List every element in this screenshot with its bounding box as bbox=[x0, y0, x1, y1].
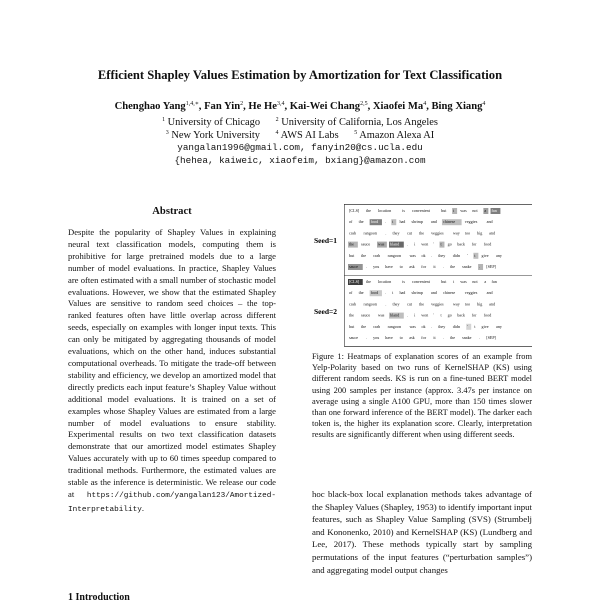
token-text: way bbox=[452, 230, 460, 236]
token-text: rangoon bbox=[387, 323, 402, 329]
token-text: too bbox=[465, 230, 471, 236]
affiliation-name: New York University bbox=[168, 130, 260, 141]
token-text: you bbox=[373, 264, 380, 269]
token-text: veggies bbox=[431, 230, 444, 236]
token-text: a bbox=[484, 279, 487, 284]
token-text: veggies bbox=[464, 290, 478, 296]
token-text: . bbox=[365, 264, 367, 269]
token-text: the bbox=[450, 264, 456, 269]
token-text: food bbox=[483, 312, 492, 318]
token-text: bland bbox=[390, 241, 400, 247]
token-text: the bbox=[365, 208, 371, 213]
token-text: any bbox=[496, 323, 502, 329]
abstract-text bbox=[68, 227, 276, 517]
token-text: ' bbox=[467, 252, 468, 258]
email-line-2: {hehea, kaiweic, xiaofeim, bxiang}@amazon.com bbox=[174, 155, 426, 166]
author-name: He He bbox=[248, 101, 277, 112]
token-text: . bbox=[442, 335, 444, 340]
token-text: the bbox=[450, 335, 456, 340]
token-text: for bbox=[421, 335, 427, 340]
author-affiliation-marker: 2 bbox=[240, 101, 244, 107]
token-text: t bbox=[474, 252, 476, 258]
token-text: ok bbox=[421, 252, 426, 258]
token-text: big bbox=[477, 230, 483, 236]
token-text: didn bbox=[452, 323, 461, 329]
token-text: not bbox=[472, 279, 478, 284]
token-text: i bbox=[392, 219, 394, 225]
paper-title: Efficient Shapley Values Estimation by Amortization for Text Classification bbox=[97, 68, 503, 82]
token-text: . bbox=[479, 264, 481, 269]
token-text: to bbox=[399, 335, 403, 340]
token-text: i bbox=[453, 279, 455, 284]
token-text: was bbox=[460, 208, 467, 213]
author-affiliation-marker: 4 bbox=[482, 101, 486, 107]
token-text: for bbox=[471, 241, 477, 247]
token-text: crab bbox=[349, 230, 357, 236]
token-text: ' bbox=[433, 241, 435, 247]
token-text: . bbox=[385, 219, 387, 225]
token-text: . bbox=[431, 323, 433, 329]
token-text: sauce bbox=[361, 241, 371, 247]
token-text: and bbox=[430, 219, 437, 225]
token-text: they bbox=[438, 252, 446, 258]
token-text: won bbox=[421, 312, 429, 318]
token-text: and bbox=[430, 290, 437, 296]
author-name: Xiaofei Ma bbox=[372, 101, 424, 112]
token-text: is bbox=[402, 279, 406, 284]
token-text: t bbox=[440, 241, 442, 247]
author-affiliation-marker: 3,4 bbox=[276, 101, 285, 107]
token-text: cut bbox=[407, 301, 413, 307]
code-url-link[interactable]: https://github.com/yangalan123/Amortized-Interpretability bbox=[68, 491, 276, 514]
token-text: t bbox=[474, 323, 476, 329]
token-text: a bbox=[484, 208, 487, 213]
token-text: cut bbox=[407, 230, 413, 236]
token-text: rangoon bbox=[363, 230, 377, 236]
token-text: convenient bbox=[411, 208, 430, 213]
token-text: . bbox=[431, 252, 433, 258]
token-text: [SEP] bbox=[486, 335, 497, 340]
token-text: sauce bbox=[349, 264, 359, 269]
token-text: i bbox=[414, 241, 416, 247]
token-text: it bbox=[433, 335, 436, 340]
token-text: won bbox=[421, 241, 429, 247]
token-text: was bbox=[378, 312, 385, 318]
token-text: sauce bbox=[349, 335, 359, 340]
token-text: . bbox=[385, 230, 387, 236]
token-text: t bbox=[440, 312, 442, 318]
token-text: ask bbox=[409, 264, 415, 269]
token-text: back bbox=[457, 241, 465, 247]
token-text: have bbox=[385, 264, 393, 269]
token-text: of bbox=[349, 290, 353, 296]
token-text: was bbox=[460, 279, 467, 284]
token-text: ok bbox=[421, 323, 426, 329]
token-text: food bbox=[483, 241, 492, 247]
token-text: it bbox=[433, 264, 436, 269]
token-text: sauce bbox=[361, 312, 371, 318]
token-text: snake bbox=[462, 335, 472, 340]
token-text: convenient bbox=[411, 279, 430, 284]
token-text: ' bbox=[467, 323, 468, 329]
affiliation-marker: 5 bbox=[354, 130, 358, 136]
token-text: have bbox=[385, 335, 393, 340]
body-text-column-right: hoc black-box local explanation methods takes advantage of the Shapley Values (Shapley, 1953) to identify important input features, such as Shapley Value Sampling (SVS) (Strumbelj and Kononenko, 2010) and KernelSHAP (KS) (Lundberg and Lee, 2017). These methods typically start by sampling permutations of the input features (“perturbation samples”) and aggregating model output changes bbox=[312, 489, 532, 575]
token-text: way bbox=[452, 301, 460, 307]
token-text: rangoon bbox=[387, 252, 402, 258]
author-name: Fan Yin bbox=[204, 101, 241, 112]
token-text: fan bbox=[491, 208, 497, 213]
token-text: crab bbox=[349, 301, 357, 307]
token-text: back bbox=[457, 312, 465, 318]
token-text: but bbox=[441, 279, 447, 284]
author-list: Chenghao Yang$^{1,4,∗}$, Fan Yin$^2$, He He$^{3,4}$, Kai-Wei Chang$^{2,5}$, Xiaofei Ma$^4$, Bing Xiang$^4$ bbox=[114, 101, 486, 112]
token-text: the bbox=[361, 323, 367, 329]
token-text: food bbox=[370, 219, 379, 225]
token-text: rangoon bbox=[363, 301, 377, 307]
token-text: fan bbox=[491, 279, 497, 284]
token-text: . bbox=[385, 290, 387, 296]
affiliation-marker: 3 bbox=[165, 130, 169, 136]
token-text: and bbox=[486, 219, 493, 225]
token-text: location bbox=[378, 279, 392, 284]
token-text: the bbox=[365, 279, 371, 284]
token-text: too bbox=[465, 301, 471, 307]
token-text: [CLS] bbox=[349, 208, 360, 213]
token-text: . bbox=[407, 312, 409, 318]
token-text: and bbox=[489, 230, 496, 236]
figure-1-caption: Figure 1: Heatmaps of explanation scores of an example from Yelp-Polarity based on two runs of KernelSHAP (KS) using different random seeds. KS is run on a fine-tuned BERT model using 200 samples per instance (approx. 3.47s per instance on average using a single A100 GPU, more than 150 times slower than one forward inference of the BERT model). The darker each token is, the higher its explanation score. Clearly, interpretation results are significantly different when using different seeds. bbox=[312, 352, 532, 440]
token-text: is bbox=[402, 208, 406, 213]
token-text: the bbox=[361, 252, 367, 258]
token-text: big bbox=[477, 301, 483, 307]
token-text: was bbox=[409, 252, 416, 258]
token-text: [SEP] bbox=[486, 264, 497, 269]
token-text: give bbox=[481, 323, 489, 329]
token-text: ask bbox=[409, 335, 415, 340]
seed-1-label: Seed=1 bbox=[314, 236, 338, 245]
affiliation-marker: 1 bbox=[162, 117, 166, 123]
token-text: i bbox=[414, 312, 416, 318]
affiliation-name: Amazon Alexa AI bbox=[357, 130, 435, 141]
token-text: they bbox=[438, 323, 446, 329]
token-text: crab bbox=[373, 252, 381, 258]
token-text: go bbox=[447, 312, 452, 318]
token-text: chinese bbox=[442, 290, 456, 296]
token-text: didn bbox=[452, 252, 461, 258]
token-text: i bbox=[453, 208, 455, 213]
token-text: for bbox=[471, 312, 477, 318]
author-name: Bing Xiang bbox=[431, 101, 483, 112]
author-affiliation-marker: 2,5 bbox=[360, 101, 368, 107]
seed-2-label: Seed=2 bbox=[314, 307, 338, 316]
token-text: veggies bbox=[464, 219, 478, 225]
author-name: Kai-Wei Chang bbox=[289, 101, 361, 112]
figure-1-heatmap bbox=[312, 204, 532, 347]
author-affiliation-marker: 4 bbox=[423, 101, 427, 107]
token-text: . bbox=[442, 264, 444, 269]
token-text: but bbox=[441, 208, 447, 213]
token-text: they bbox=[392, 301, 400, 307]
section-heading-introduction: 1 Introduction bbox=[68, 592, 130, 603]
token-text: you bbox=[373, 335, 380, 340]
affiliation-name: AWS AI Labs bbox=[278, 130, 339, 141]
token-text: any bbox=[496, 252, 502, 258]
affiliation-marker: 2 bbox=[275, 117, 279, 123]
affiliation-marker: 4 bbox=[275, 130, 279, 136]
abstract-end: . bbox=[141, 502, 144, 513]
token-text: the bbox=[419, 230, 425, 236]
token-text: chinese bbox=[442, 219, 456, 225]
token-text: had bbox=[399, 290, 406, 296]
token-text: . bbox=[365, 335, 367, 340]
token-text: . bbox=[407, 241, 409, 247]
email-line-1: yangalan1996@gmail.com, fanyin20@cs.ucla.edu bbox=[177, 142, 423, 153]
token-text: shrimp bbox=[411, 219, 423, 225]
token-text: the bbox=[358, 290, 364, 296]
token-text: not bbox=[472, 208, 478, 213]
token-text: . bbox=[385, 301, 387, 307]
token-text: was bbox=[409, 323, 416, 329]
abstract-heading: Abstract bbox=[152, 206, 192, 217]
token-text: the bbox=[349, 241, 355, 247]
token-text: crab bbox=[373, 323, 381, 329]
token-text: and bbox=[489, 301, 496, 307]
token-text: the bbox=[358, 219, 364, 225]
token-text: to bbox=[399, 264, 403, 269]
token-text: . bbox=[479, 335, 481, 340]
token-text: give bbox=[481, 252, 489, 258]
token-text: had bbox=[399, 219, 406, 225]
token-text: but bbox=[349, 323, 355, 329]
token-text: location bbox=[378, 208, 392, 213]
token-text: i bbox=[392, 290, 394, 296]
token-text: but bbox=[349, 252, 355, 258]
token-text: of bbox=[349, 219, 353, 225]
affiliation-name: University of Chicago bbox=[165, 117, 261, 128]
affiliations-line-2 bbox=[0, 127, 600, 142]
token-text: bland bbox=[390, 312, 400, 318]
token-text: [CLS] bbox=[349, 279, 360, 284]
token-text: the bbox=[349, 312, 355, 318]
affiliation-name: University of California, Los Angeles bbox=[278, 117, 438, 128]
token-text: was bbox=[378, 241, 385, 247]
author-affiliation-marker: 1,4,∗ bbox=[185, 101, 199, 107]
token-text: veggies bbox=[431, 301, 444, 307]
token-text: ' bbox=[433, 312, 435, 318]
token-text: snake bbox=[462, 264, 472, 269]
abstract-body: Despite the popularity of Shapley Values in explaining neural text classification models, computing them is prohibitive for large pretrained models due to a large number of model evaluations. In practice, Shapley Values are often estimated with a small number of stochastic model evaluations. However, we show that the estimated Shapley Values are sensitive to random seed choices – the top-ranked features often have little overlap across different seeds, especially on examples with longer input texts. This can only be mitigated by aggregating thousands of model evaluations, which on the other hand, induces substantial computational overheads. To mitigate the trade-off between stability and efficiency, we develop an amortized model that directly predicts each input feature’s Shapley Value without additional model evaluations. It is trained on a set of examples whose Shapley Values are estimated from a large number of model evaluations to ensure stability. Experimental results on two text classification datasets demonstrate that our amortized model estimates Shapley Values accurately with up to 60 times speedup compared to traditional methods. Furthermore, the estimated values are stable as the inference is deterministic. We release our code at bbox=[68, 227, 276, 499]
token-text: and bbox=[486, 290, 493, 296]
author-name: Chenghao Yang bbox=[114, 101, 186, 112]
token-text: for bbox=[421, 264, 427, 269]
token-text: food bbox=[370, 290, 379, 296]
token-text: they bbox=[392, 230, 400, 236]
token-text: the bbox=[419, 301, 425, 307]
token-text: shrimp bbox=[411, 290, 423, 296]
token-text: go bbox=[447, 241, 452, 247]
